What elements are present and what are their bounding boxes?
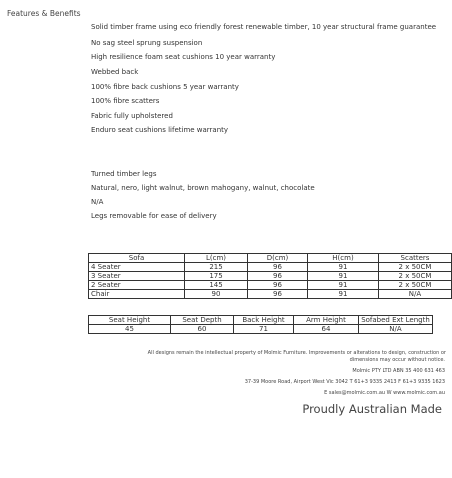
- table-header-cell: Seat Depth: [171, 316, 234, 325]
- spec-value: Natural, nero, light walnut, brown mahogany, walnut, chocolate: [91, 184, 315, 192]
- table-row: [89, 325, 433, 334]
- table-header-cell: Arm Height: [294, 316, 359, 325]
- spec-value: Webbed back: [91, 68, 139, 76]
- table-cell: 91: [308, 281, 379, 290]
- table-cell: 2 Seater: [89, 281, 185, 290]
- spec-value: No sag steel sprung suspension: [91, 39, 203, 47]
- table-cell: 3 Seater: [89, 272, 185, 281]
- table-header-row: [89, 254, 452, 263]
- table-cell: 91: [308, 263, 379, 272]
- table-cell: 96: [248, 272, 308, 281]
- table-header-cell: Back Height: [234, 316, 294, 325]
- table-cell: 91: [308, 272, 379, 281]
- table-header-cell: L(cm): [185, 254, 248, 263]
- table-cell: Chair: [89, 290, 185, 299]
- company-contact: E sales@molmic.com.au W www.molmic.com.au: [324, 390, 445, 396]
- table-cell: 145: [185, 281, 248, 290]
- table-row: [89, 263, 452, 272]
- table-header-row: [89, 316, 433, 325]
- table-cell: 4 Seater: [89, 263, 185, 272]
- spec-value: Solid timber frame using eco friendly forest renewable timber, 10 year structural frame guarantee: [91, 23, 437, 31]
- spec-value: Turned timber legs: [91, 170, 157, 178]
- spec-value: N/A: [91, 198, 104, 206]
- spec-value: Legs removable for ease of delivery: [91, 212, 217, 220]
- table-cell: N/A: [379, 290, 452, 299]
- features-heading: Features & Benefits: [7, 9, 81, 18]
- table-cell: 96: [248, 263, 308, 272]
- table-cell: 90: [185, 290, 248, 299]
- table-cell: 45: [89, 325, 171, 334]
- spec-value: Enduro seat cushions lifetime warranty: [91, 126, 229, 134]
- table-cell: 96: [248, 290, 308, 299]
- table-header-cell: Seat Height: [89, 316, 171, 325]
- table-cell: 215: [185, 263, 248, 272]
- table-cell: 60: [171, 325, 234, 334]
- table-header-cell: H(cm): [308, 254, 379, 263]
- table-cell: 64: [294, 325, 359, 334]
- table-row: [89, 281, 452, 290]
- spec-value: 100% fibre back cushions 5 year warranty: [91, 83, 239, 91]
- table-cell: 2 x 50CM: [379, 281, 452, 290]
- legal-notice-cont: dimensions may occur without notice.: [349, 357, 445, 363]
- table-row: [89, 272, 452, 281]
- table-cell: 96: [248, 281, 308, 290]
- spec-value: Fabric fully upholstered: [91, 112, 173, 120]
- table-header-cell: Sofa: [89, 254, 185, 263]
- table-row: [89, 290, 452, 299]
- table-cell: 2 x 50CM: [379, 272, 452, 281]
- table-cell: 91: [308, 290, 379, 299]
- company-abn: Molmic PTY LTD ABN 35 400 631 463: [352, 368, 445, 374]
- tagline: Proudly Australian Made: [302, 402, 442, 416]
- table-cell: 175: [185, 272, 248, 281]
- legal-notice: All designs remain the intellectual property of Molmic Furniture. Improvements or alterations to design, construction or: [147, 350, 446, 356]
- spec-value: High resilience foam seat cushions 10 year warranty: [91, 53, 276, 61]
- company-address: 37-39 Moore Road, Airport West Vic 3042 T 61+3 9335 2413 F 61+3 9335 1623: [244, 379, 445, 385]
- table-header-cell: Sofabed Ext Length: [359, 316, 433, 325]
- table-cell: N/A: [359, 325, 433, 334]
- table-cell: 2 x 50CM: [379, 263, 452, 272]
- table-header-cell: D(cm): [248, 254, 308, 263]
- table-header-cell: Scatters: [379, 254, 452, 263]
- spec-value: 100% fibre scatters: [91, 97, 160, 105]
- dimensions-table: [88, 253, 452, 299]
- seat-measurements-table: [88, 315, 433, 334]
- table-cell: 71: [234, 325, 294, 334]
